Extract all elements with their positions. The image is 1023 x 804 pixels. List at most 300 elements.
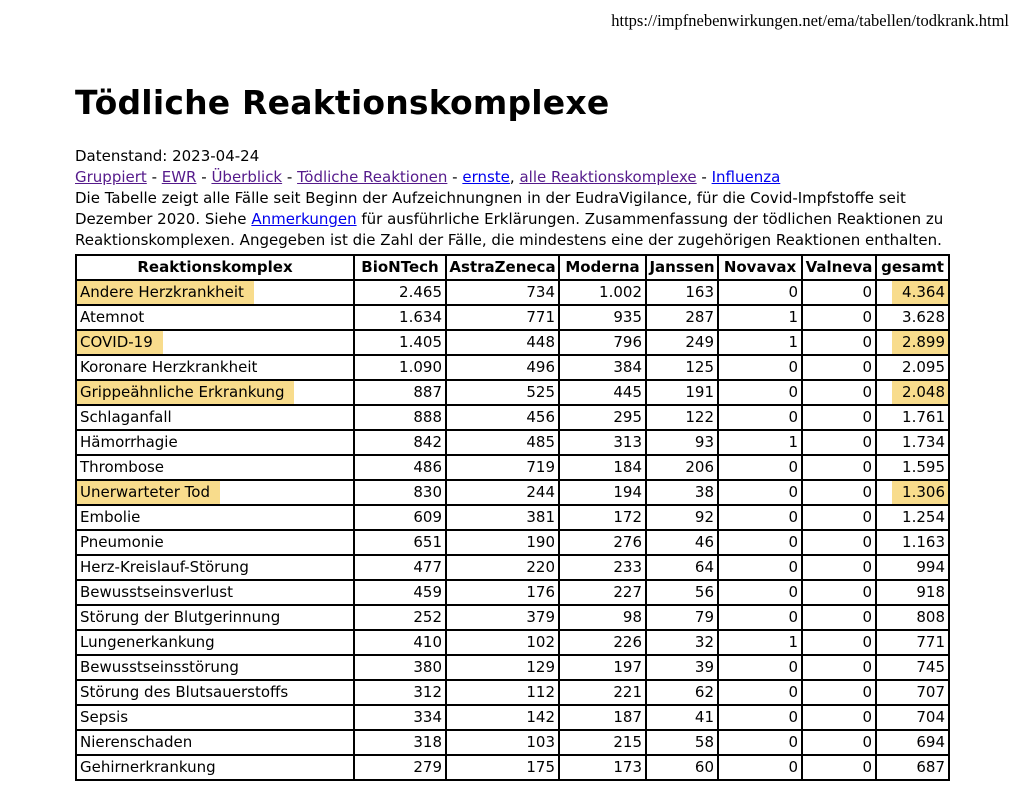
- row-value: 456: [526, 408, 555, 426]
- row-value-cell: [446, 730, 559, 755]
- row-value-cell: [446, 305, 559, 330]
- row-value: 122: [685, 408, 714, 426]
- table-row-h-morrhagie: [76, 430, 949, 455]
- row-value: 1: [788, 433, 798, 451]
- row-value: 227: [613, 583, 642, 601]
- nav-link-alle-reaktionskomplexe[interactable]: alle Reaktionskomplexe: [519, 168, 697, 186]
- row-value-cell: [446, 405, 559, 430]
- row-value-cell: [718, 755, 802, 780]
- row-label-cell: [76, 730, 354, 755]
- row-total-cell: [876, 480, 949, 505]
- row-value: 279: [413, 758, 442, 776]
- row-value-cell: [446, 355, 559, 380]
- table-row-gehirnerkrankung: [76, 755, 949, 780]
- row-value: 830: [413, 483, 442, 501]
- row-total-value: 687: [916, 758, 945, 776]
- row-value-cell: [354, 305, 446, 330]
- row-label-cell: [76, 430, 354, 455]
- row-value: 0: [788, 283, 798, 301]
- row-value: 0: [788, 508, 798, 526]
- row-value-cell: [559, 430, 646, 455]
- row-value: 46: [694, 533, 714, 551]
- table-row-nierenschaden: [76, 730, 949, 755]
- row-value: 58: [694, 733, 714, 751]
- row-label-cell: [76, 580, 354, 605]
- column-header-biontech: BioNTech: [354, 255, 446, 280]
- row-value: 0: [788, 658, 798, 676]
- row-value: 60: [694, 758, 714, 776]
- row-value-cell: [354, 455, 446, 480]
- row-value: 0: [788, 583, 798, 601]
- row-value-cell: [446, 430, 559, 455]
- row-value-cell: [354, 530, 446, 555]
- row-label: Herz-Kreislauf-Störung: [80, 558, 249, 576]
- row-value: 496: [526, 358, 555, 376]
- row-label-cell: [76, 330, 354, 355]
- row-label-cell: [76, 455, 354, 480]
- row-value: 252: [413, 608, 442, 626]
- row-value: 125: [685, 358, 714, 376]
- row-value: 0: [862, 333, 872, 351]
- row-value: 651: [413, 533, 442, 551]
- row-label-cell: [76, 505, 354, 530]
- row-value-cell: [718, 280, 802, 305]
- meta-block: [75, 146, 963, 251]
- row-value: 173: [613, 758, 642, 776]
- row-value-cell: [446, 705, 559, 730]
- row-value-cell: [646, 355, 718, 380]
- row-label-cell: [76, 305, 354, 330]
- nav-link-t-dliche-reaktionen[interactable]: Tödliche Reaktionen: [297, 168, 448, 186]
- row-value: 935: [613, 308, 642, 326]
- page-title: Tödliche Reaktionskomplexe: [75, 83, 610, 122]
- row-value-cell: [802, 605, 876, 630]
- row-value: 163: [685, 283, 714, 301]
- row-value: 276: [613, 533, 642, 551]
- row-value: 0: [788, 683, 798, 701]
- row-value: 486: [413, 458, 442, 476]
- row-value-cell: [559, 480, 646, 505]
- row-total-cell: [876, 305, 949, 330]
- row-value: 0: [788, 558, 798, 576]
- row-value-cell: [646, 455, 718, 480]
- row-value-cell: [354, 505, 446, 530]
- row-total-value: 1.306: [892, 481, 948, 504]
- row-value: 0: [788, 458, 798, 476]
- row-value: 0: [862, 508, 872, 526]
- row-value: 103: [526, 733, 555, 751]
- row-value-cell: [354, 430, 446, 455]
- row-total-cell: [876, 430, 949, 455]
- row-value: 187: [613, 708, 642, 726]
- row-total-value: 3.628: [902, 308, 945, 326]
- row-value-cell: [718, 530, 802, 555]
- nav-text: ,: [509, 168, 520, 186]
- row-value-cell: [446, 280, 559, 305]
- row-value: 0: [788, 733, 798, 751]
- row-value-cell: [802, 330, 876, 355]
- row-value: 771: [526, 308, 555, 326]
- row-total-cell: [876, 505, 949, 530]
- row-value: 0: [862, 383, 872, 401]
- row-value-cell: [646, 505, 718, 530]
- row-value-cell: [446, 630, 559, 655]
- row-value: 0: [862, 708, 872, 726]
- row-value: 233: [613, 558, 642, 576]
- row-label: Pneumonie: [80, 533, 164, 551]
- row-value: 380: [413, 658, 442, 676]
- row-value-cell: [718, 555, 802, 580]
- row-total-value: 771: [916, 633, 945, 651]
- row-value-cell: [802, 305, 876, 330]
- row-value-cell: [559, 580, 646, 605]
- row-total-cell: [876, 380, 949, 405]
- row-total-cell: [876, 405, 949, 430]
- row-value-cell: [646, 655, 718, 680]
- intro-text: für ausführliche Erklärungen. Zusammenfassung der tödlichen Reaktionen zu Reaktionskomplexen. Angegeben ist die Zahl der Fälle, die mindestens eine der zugehörigen Reaktionen enthalten.: [75, 210, 944, 249]
- column-header-gesamt: gesamt: [876, 255, 949, 280]
- row-total-cell: [876, 555, 949, 580]
- row-total-cell: [876, 330, 949, 355]
- row-value: 220: [526, 558, 555, 576]
- row-value-cell: [646, 280, 718, 305]
- row-total-cell: [876, 705, 949, 730]
- row-value-cell: [559, 330, 646, 355]
- row-value-cell: [646, 555, 718, 580]
- row-total-cell: [876, 280, 949, 305]
- row-total-value: 2.899: [892, 331, 948, 354]
- row-value-cell: [646, 405, 718, 430]
- table-row-covid-19: [76, 330, 949, 355]
- row-value: 410: [413, 633, 442, 651]
- row-value: 0: [788, 533, 798, 551]
- row-value-cell: [559, 505, 646, 530]
- row-value-cell: [559, 730, 646, 755]
- row-value: 92: [694, 508, 714, 526]
- row-value: 445: [613, 383, 642, 401]
- row-value-cell: [718, 630, 802, 655]
- row-value: 190: [526, 533, 555, 551]
- row-total-value: 1.761: [902, 408, 945, 426]
- row-value: 215: [613, 733, 642, 751]
- row-label: Grippeähnliche Erkrankung: [77, 381, 294, 404]
- row-value: 197: [613, 658, 642, 676]
- row-value-cell: [559, 305, 646, 330]
- table-row-lungenerkankung: [76, 630, 949, 655]
- nav-link-berblick[interactable]: Überblick: [211, 168, 283, 186]
- nav-text: -: [282, 168, 298, 186]
- row-value-cell: [354, 330, 446, 355]
- row-label: Störung der Blutgerinnung: [80, 608, 281, 626]
- row-value-cell: [646, 630, 718, 655]
- row-value-cell: [718, 405, 802, 430]
- table-row-herz-kreislauf-st-rung: [76, 555, 949, 580]
- row-value-cell: [802, 730, 876, 755]
- nav-link-gruppiert[interactable]: Gruppiert: [75, 168, 147, 186]
- row-value: 62: [694, 683, 714, 701]
- row-value-cell: [718, 580, 802, 605]
- nav-links: [75, 167, 963, 188]
- row-value-cell: [802, 555, 876, 580]
- row-value: 796: [613, 333, 642, 351]
- row-value: 842: [413, 433, 442, 451]
- row-value-cell: [718, 480, 802, 505]
- table-header-row: [76, 255, 949, 280]
- row-label: COVID-19: [77, 331, 163, 354]
- row-label-cell: [76, 530, 354, 555]
- row-total-value: 745: [916, 658, 945, 676]
- row-value-cell: [559, 355, 646, 380]
- nav-text: -: [146, 168, 162, 186]
- row-value: 334: [413, 708, 442, 726]
- row-value-cell: [446, 680, 559, 705]
- table-row-koronare-herzkrankheit: [76, 355, 949, 380]
- row-label: Hämorrhagie: [80, 433, 178, 451]
- row-value: 477: [413, 558, 442, 576]
- row-value-cell: [718, 730, 802, 755]
- row-value: 1.002: [599, 283, 642, 301]
- row-label: Koronare Herzkrankheit: [80, 358, 258, 376]
- row-value: 176: [526, 583, 555, 601]
- row-value: 41: [694, 708, 714, 726]
- row-value-cell: [354, 580, 446, 605]
- row-value-cell: [802, 705, 876, 730]
- row-value-cell: [646, 480, 718, 505]
- row-value-cell: [354, 480, 446, 505]
- row-value: 0: [862, 533, 872, 551]
- row-value: 175: [526, 758, 555, 776]
- table-row-thrombose: [76, 455, 949, 480]
- row-total-cell: [876, 530, 949, 555]
- column-header-novavax: Novavax: [718, 255, 802, 280]
- row-value: 79: [694, 608, 714, 626]
- row-value-cell: [802, 630, 876, 655]
- row-value-cell: [802, 480, 876, 505]
- table-row-st-rung-der-blutgerinnung: [76, 605, 949, 630]
- row-value-cell: [446, 755, 559, 780]
- row-value: 384: [613, 358, 642, 376]
- row-value: 0: [862, 658, 872, 676]
- column-header-reaktionskomplex: Reaktionskomplex: [76, 255, 354, 280]
- row-value-cell: [718, 380, 802, 405]
- row-total-value: 994: [916, 558, 945, 576]
- row-value-cell: [718, 355, 802, 380]
- row-value-cell: [354, 405, 446, 430]
- row-value-cell: [354, 355, 446, 380]
- row-value-cell: [559, 555, 646, 580]
- nav-text: -: [696, 168, 712, 186]
- row-value: 0: [862, 483, 872, 501]
- row-value: 0: [862, 608, 872, 626]
- row-value-cell: [646, 705, 718, 730]
- row-value-cell: [559, 705, 646, 730]
- row-value-cell: [718, 455, 802, 480]
- row-value: 0: [862, 558, 872, 576]
- row-label: Nierenschaden: [80, 733, 193, 751]
- row-label-cell: [76, 655, 354, 680]
- table-row-unerwarteter-tod: [76, 480, 949, 505]
- row-value: 32: [694, 633, 714, 651]
- row-label: Gehirnerkrankung: [80, 758, 216, 776]
- row-value-cell: [446, 605, 559, 630]
- row-value: 1.634: [399, 308, 442, 326]
- row-label: Unerwarteter Tod: [77, 481, 220, 504]
- row-value: 0: [788, 358, 798, 376]
- row-total-value: 918: [916, 583, 945, 601]
- row-value-cell: [802, 530, 876, 555]
- row-value-cell: [354, 730, 446, 755]
- row-label-cell: [76, 680, 354, 705]
- table-row-embolie: [76, 505, 949, 530]
- row-label: Sepsis: [80, 708, 129, 726]
- row-value-cell: [446, 480, 559, 505]
- print-header-url: https://impfnebenwirkungen.net/ema/tabellen/todkrank.html: [611, 11, 1009, 30]
- row-value-cell: [446, 655, 559, 680]
- row-value: 485: [526, 433, 555, 451]
- table-row-andere-herzkrankheit: [76, 280, 949, 305]
- row-value-cell: [718, 705, 802, 730]
- row-value: 312: [413, 683, 442, 701]
- row-value-cell: [354, 555, 446, 580]
- row-value-cell: [646, 530, 718, 555]
- row-value: 0: [862, 433, 872, 451]
- row-value-cell: [802, 580, 876, 605]
- reactions-table: [75, 254, 950, 781]
- row-value: 2.465: [399, 283, 442, 301]
- row-label: Lungenerkankung: [80, 633, 215, 651]
- row-label: Bewusstseinsverlust: [80, 583, 233, 601]
- row-value: 0: [862, 633, 872, 651]
- row-value: 734: [526, 283, 555, 301]
- table-row-schlaganfall: [76, 405, 949, 430]
- row-value-cell: [718, 605, 802, 630]
- row-total-value: 694: [916, 733, 945, 751]
- row-value-cell: [646, 305, 718, 330]
- row-label-cell: [76, 380, 354, 405]
- row-total-cell: [876, 680, 949, 705]
- row-value: 313: [613, 433, 642, 451]
- row-value-cell: [646, 730, 718, 755]
- row-label: Störung des Blutsauerstoffs: [80, 683, 289, 701]
- row-value-cell: [354, 705, 446, 730]
- row-value: 191: [685, 383, 714, 401]
- row-value-cell: [802, 505, 876, 530]
- row-label-cell: [76, 630, 354, 655]
- nav-link-ewr[interactable]: EWR: [161, 168, 197, 186]
- intro-link-anmerkungen[interactable]: Anmerkungen: [251, 210, 357, 228]
- row-value-cell: [718, 330, 802, 355]
- table-row-atemnot: [76, 305, 949, 330]
- row-value-cell: [646, 680, 718, 705]
- row-label-cell: [76, 405, 354, 430]
- row-value: 1.090: [399, 358, 442, 376]
- nav-link-influenza[interactable]: Influenza: [711, 168, 781, 186]
- row-value-cell: [354, 605, 446, 630]
- row-value-cell: [802, 380, 876, 405]
- row-value-cell: [446, 555, 559, 580]
- row-label-cell: [76, 280, 354, 305]
- row-value: 0: [788, 408, 798, 426]
- nav-link-ernste[interactable]: ernste: [462, 168, 510, 186]
- row-value-cell: [559, 380, 646, 405]
- row-total-value: 1.254: [902, 508, 945, 526]
- table-row-grippe-hnliche-erkrankung: [76, 380, 949, 405]
- table-row-st-rung-des-blutsauerstoffs: [76, 680, 949, 705]
- row-label-cell: [76, 480, 354, 505]
- row-value: 226: [613, 633, 642, 651]
- row-value: 56: [694, 583, 714, 601]
- row-value: 0: [862, 458, 872, 476]
- row-value-cell: [646, 430, 718, 455]
- row-value-cell: [802, 405, 876, 430]
- intro-paragraph: [75, 188, 963, 251]
- row-total-value: 1.734: [902, 433, 945, 451]
- row-label: Embolie: [80, 508, 141, 526]
- row-value-cell: [802, 355, 876, 380]
- row-value: 112: [526, 683, 555, 701]
- row-label: Schlaganfall: [80, 408, 172, 426]
- row-value-cell: [802, 280, 876, 305]
- row-value: 609: [413, 508, 442, 526]
- row-value: 0: [788, 608, 798, 626]
- row-label-cell: [76, 755, 354, 780]
- row-value: 0: [788, 708, 798, 726]
- nav-text: -: [447, 168, 463, 186]
- row-total-cell: [876, 355, 949, 380]
- row-total-value: 704: [916, 708, 945, 726]
- row-label-cell: [76, 605, 354, 630]
- table-row-sepsis: [76, 705, 949, 730]
- row-value: 221: [613, 683, 642, 701]
- row-value-cell: [718, 680, 802, 705]
- page-content: [75, 0, 965, 781]
- row-value-cell: [446, 580, 559, 605]
- row-value: 887: [413, 383, 442, 401]
- table-row-bewusstseinsverlust: [76, 580, 949, 605]
- row-value-cell: [646, 380, 718, 405]
- column-header-astrazeneca: AstraZeneca: [446, 255, 559, 280]
- row-value: 98: [622, 608, 642, 626]
- row-value-cell: [354, 630, 446, 655]
- row-value: 129: [526, 658, 555, 676]
- row-total-cell: [876, 605, 949, 630]
- row-value: 206: [685, 458, 714, 476]
- row-value: 1: [788, 633, 798, 651]
- row-value-cell: [802, 755, 876, 780]
- row-value: 525: [526, 383, 555, 401]
- row-total-value: 707: [916, 683, 945, 701]
- row-value: 249: [685, 333, 714, 351]
- row-value-cell: [559, 755, 646, 780]
- row-value: 172: [613, 508, 642, 526]
- row-value-cell: [802, 455, 876, 480]
- row-total-value: 2.048: [892, 381, 948, 404]
- row-value-cell: [802, 680, 876, 705]
- row-total-value: 4.364: [892, 281, 948, 304]
- row-value-cell: [559, 530, 646, 555]
- row-value-cell: [354, 380, 446, 405]
- row-value: 194: [613, 483, 642, 501]
- row-value: 0: [862, 758, 872, 776]
- row-value-cell: [559, 405, 646, 430]
- row-value: 0: [788, 483, 798, 501]
- row-label-cell: [76, 355, 354, 380]
- row-total-cell: [876, 455, 949, 480]
- row-value: 64: [694, 558, 714, 576]
- row-total-value: 2.095: [902, 358, 945, 376]
- intro-text: Die Tabelle zeigt alle Fälle seit Beginn der Aufzeichnungnen in der EudraVigilance, für die Covid-Impfstoffe seit Dezember 2020. Siehe: [75, 189, 906, 228]
- row-value: 0: [862, 308, 872, 326]
